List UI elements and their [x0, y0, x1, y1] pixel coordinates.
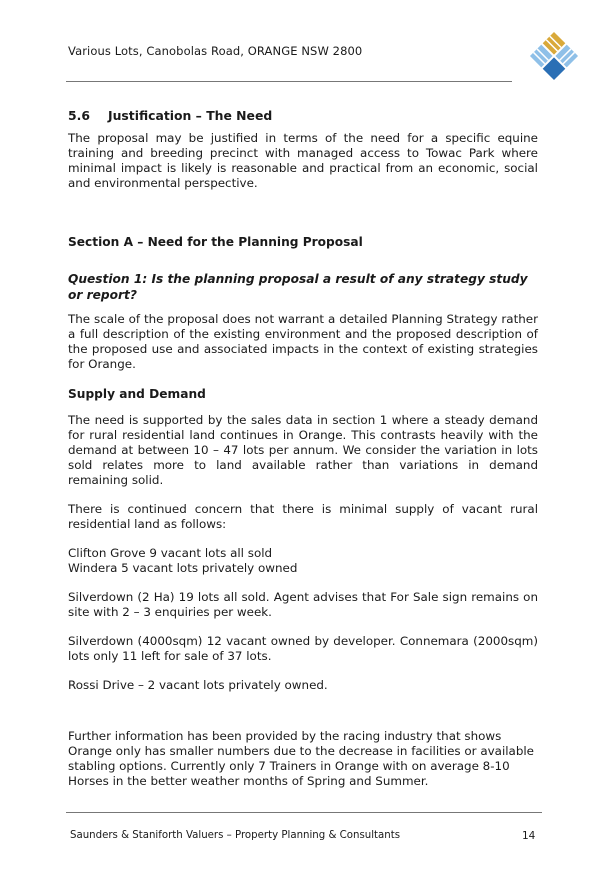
header-divider — [66, 81, 512, 82]
page-content — [68, 108, 538, 789]
rossi-drive-paragraph: Rossi Drive – 2 vacant lots privately owned. — [68, 678, 328, 692]
footer-company: Saunders & Staniforth Valuers – Property Planning & Consultants — [70, 830, 401, 841]
section-title: Justification – The Need — [108, 108, 273, 123]
header-address: Various Lots, Canobolas Road, ORANGE NSW 2800 — [68, 44, 363, 58]
supply-demand-paragraph-2: There is continued concern that there is minimal supply of vacant rural residential land as follows: — [68, 502, 538, 531]
racing-industry-paragraph: Further information has been provided by the racing industry that shows Orange only has smaller numbers due to the decrease in facilities or available stabling options. Currently only 7 Trainers in Orange with on average 8-10 Horses in the better weather months of Spring and Summer. — [68, 729, 534, 788]
question-1-heading: Question 1: Is the planning proposal a result of any strategy study or report? — [68, 272, 528, 302]
supply-demand-paragraph-1: The need is supported by the sales data in section 1 where a steady demand for rural residential land continues in Orange. This contrasts heavily with the demand at between 10 – 47 lots per annum. We consider the variation in lots sold relates more to land available rather than variations in demand remaining solid. — [68, 413, 538, 487]
list-item: Clifton Grove 9 vacant lots all sold — [68, 546, 273, 560]
justification-paragraph: The proposal may be justified in terms of the need for a specific equine training and breeding precinct with managed access to Towac Park where minimal impact is likely is reasonable and practical from an economic, social and environmental perspective. — [68, 131, 538, 190]
section-heading-5-6 — [68, 108, 538, 124]
supply-demand-heading: Supply and Demand — [68, 387, 206, 401]
footer-divider — [66, 812, 542, 813]
lot-list — [68, 546, 538, 576]
question-1-answer: The scale of the proposal does not warrant a detailed Planning Strategy rather a full description of the existing environment and the proposed description of the proposed use and associated impacts in the context of existing strategies for Orange. — [68, 312, 538, 371]
silverdown-2ha-paragraph: Silverdown (2 Ha) 19 lots all sold. Agent advises that For Sale sign remains on site with 2 – 3 enquiries per week. — [68, 590, 538, 619]
list-item: Windera 5 vacant lots privately owned — [68, 561, 298, 575]
section-a-heading: Section A – Need for the Planning Proposal — [68, 235, 363, 249]
company-logo-icon — [526, 26, 582, 86]
silverdown-4000-paragraph: Silverdown (4000sqm) 12 vacant owned by developer. Connemara (2000sqm) lots only 11 left for sale of 37 lots. — [68, 634, 538, 663]
page-number: 14 — [522, 830, 536, 842]
section-number: 5.6 — [68, 108, 90, 123]
